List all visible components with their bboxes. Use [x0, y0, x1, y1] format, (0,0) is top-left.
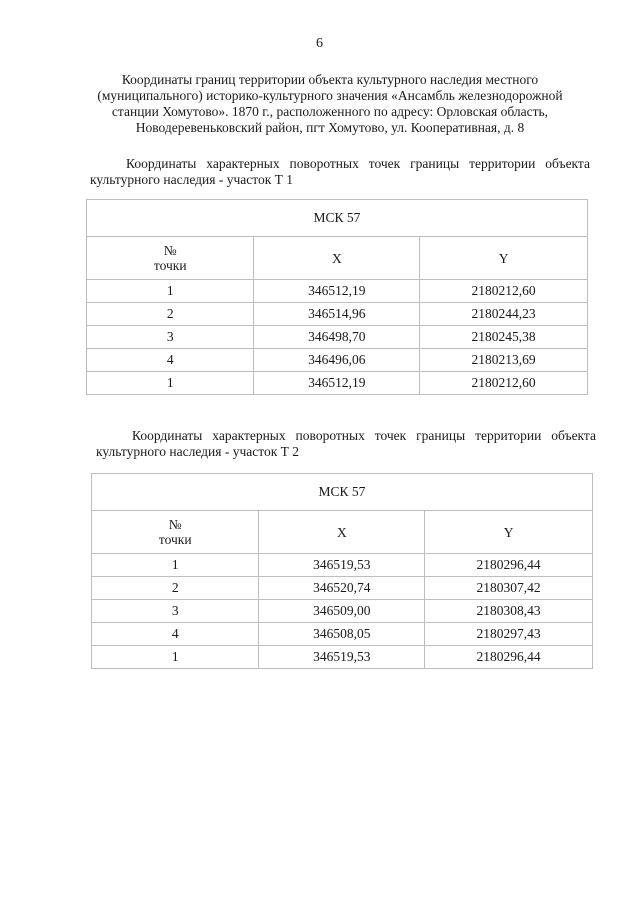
table-header-row: [87, 200, 588, 237]
x-header: X: [259, 511, 425, 554]
table-header-row: [92, 511, 593, 554]
x-cell: 346514,96: [254, 303, 420, 326]
table-row: [92, 554, 593, 577]
point-number-cell: 3: [87, 326, 254, 349]
x-cell: 346498,70: [254, 326, 420, 349]
point-number-cell: 1: [87, 372, 254, 395]
point-number-cell: 1: [92, 646, 259, 669]
table-row: [92, 577, 593, 600]
point-number-cell: 2: [92, 577, 259, 600]
x-cell: 346520,74: [259, 577, 425, 600]
point-number-cell: 2: [87, 303, 254, 326]
document-title: [80, 72, 580, 136]
x-cell: 346519,53: [259, 646, 425, 669]
table-row: [92, 646, 593, 669]
table-row: [87, 280, 588, 303]
point-number-cell: 3: [92, 600, 259, 623]
header-line: точки: [153, 258, 187, 273]
coordinate-system-cell: МСК 57: [92, 474, 593, 511]
coordinates-table-t1: [86, 199, 588, 395]
point-number-cell: 1: [92, 554, 259, 577]
header-line: точки: [158, 532, 192, 547]
header-line: №: [168, 517, 182, 532]
table-header-row: [92, 474, 593, 511]
point-number-header: [87, 237, 254, 280]
y-cell: 2180213,69: [420, 349, 588, 372]
table-header-row: [87, 237, 588, 280]
title-line: станции Хомутово». 1870 г., расположенного по адресу: Орловская область,: [111, 104, 549, 119]
y-cell: 2180244,23: [420, 303, 588, 326]
y-cell: 2180296,44: [425, 646, 593, 669]
x-cell: 346509,00: [259, 600, 425, 623]
x-cell: 346508,05: [259, 623, 425, 646]
title-line: (муниципального) историко-культурного значения «Ансамбль железнодорожной: [97, 88, 563, 103]
x-cell: 346512,19: [254, 372, 420, 395]
y-header: Y: [420, 237, 588, 280]
table-row: [87, 372, 588, 395]
x-header: X: [254, 237, 420, 280]
title-line: Координаты границ территории объекта культурного наследия местного: [121, 72, 539, 87]
table-row: [92, 623, 593, 646]
y-cell: 2180307,42: [425, 577, 593, 600]
page-number: 6: [316, 36, 323, 51]
x-cell: 346519,53: [259, 554, 425, 577]
y-cell: 2180212,60: [420, 280, 588, 303]
point-number-cell: 4: [87, 349, 254, 372]
y-cell: 2180308,43: [425, 600, 593, 623]
table-row: [87, 303, 588, 326]
x-cell: 346512,19: [254, 280, 420, 303]
section-caption-t2: Координаты характерных поворотных точек границы территории объекта культурного наследия - участок Т 2: [96, 428, 596, 459]
coordinate-system-cell: МСК 57: [87, 200, 588, 237]
table-row: [87, 326, 588, 349]
table-row: [87, 349, 588, 372]
y-cell: 2180297,43: [425, 623, 593, 646]
title-line: Новодеревеньковский район, пгт Хомутово, ул. Кооперативная, д. 8: [135, 120, 525, 135]
header-line: №: [163, 243, 177, 258]
section-caption-t1: Координаты характерных поворотных точек границы территории объекта культурного наследия - участок Т 1: [90, 156, 590, 187]
point-number-cell: 4: [92, 623, 259, 646]
coordinates-table-t2: [91, 473, 593, 669]
y-cell: 2180245,38: [420, 326, 588, 349]
point-number-header: [92, 511, 259, 554]
x-cell: 346496,06: [254, 349, 420, 372]
point-number-cell: 1: [87, 280, 254, 303]
y-cell: 2180296,44: [425, 554, 593, 577]
table-row: [92, 600, 593, 623]
y-cell: 2180212,60: [420, 372, 588, 395]
y-header: Y: [425, 511, 593, 554]
